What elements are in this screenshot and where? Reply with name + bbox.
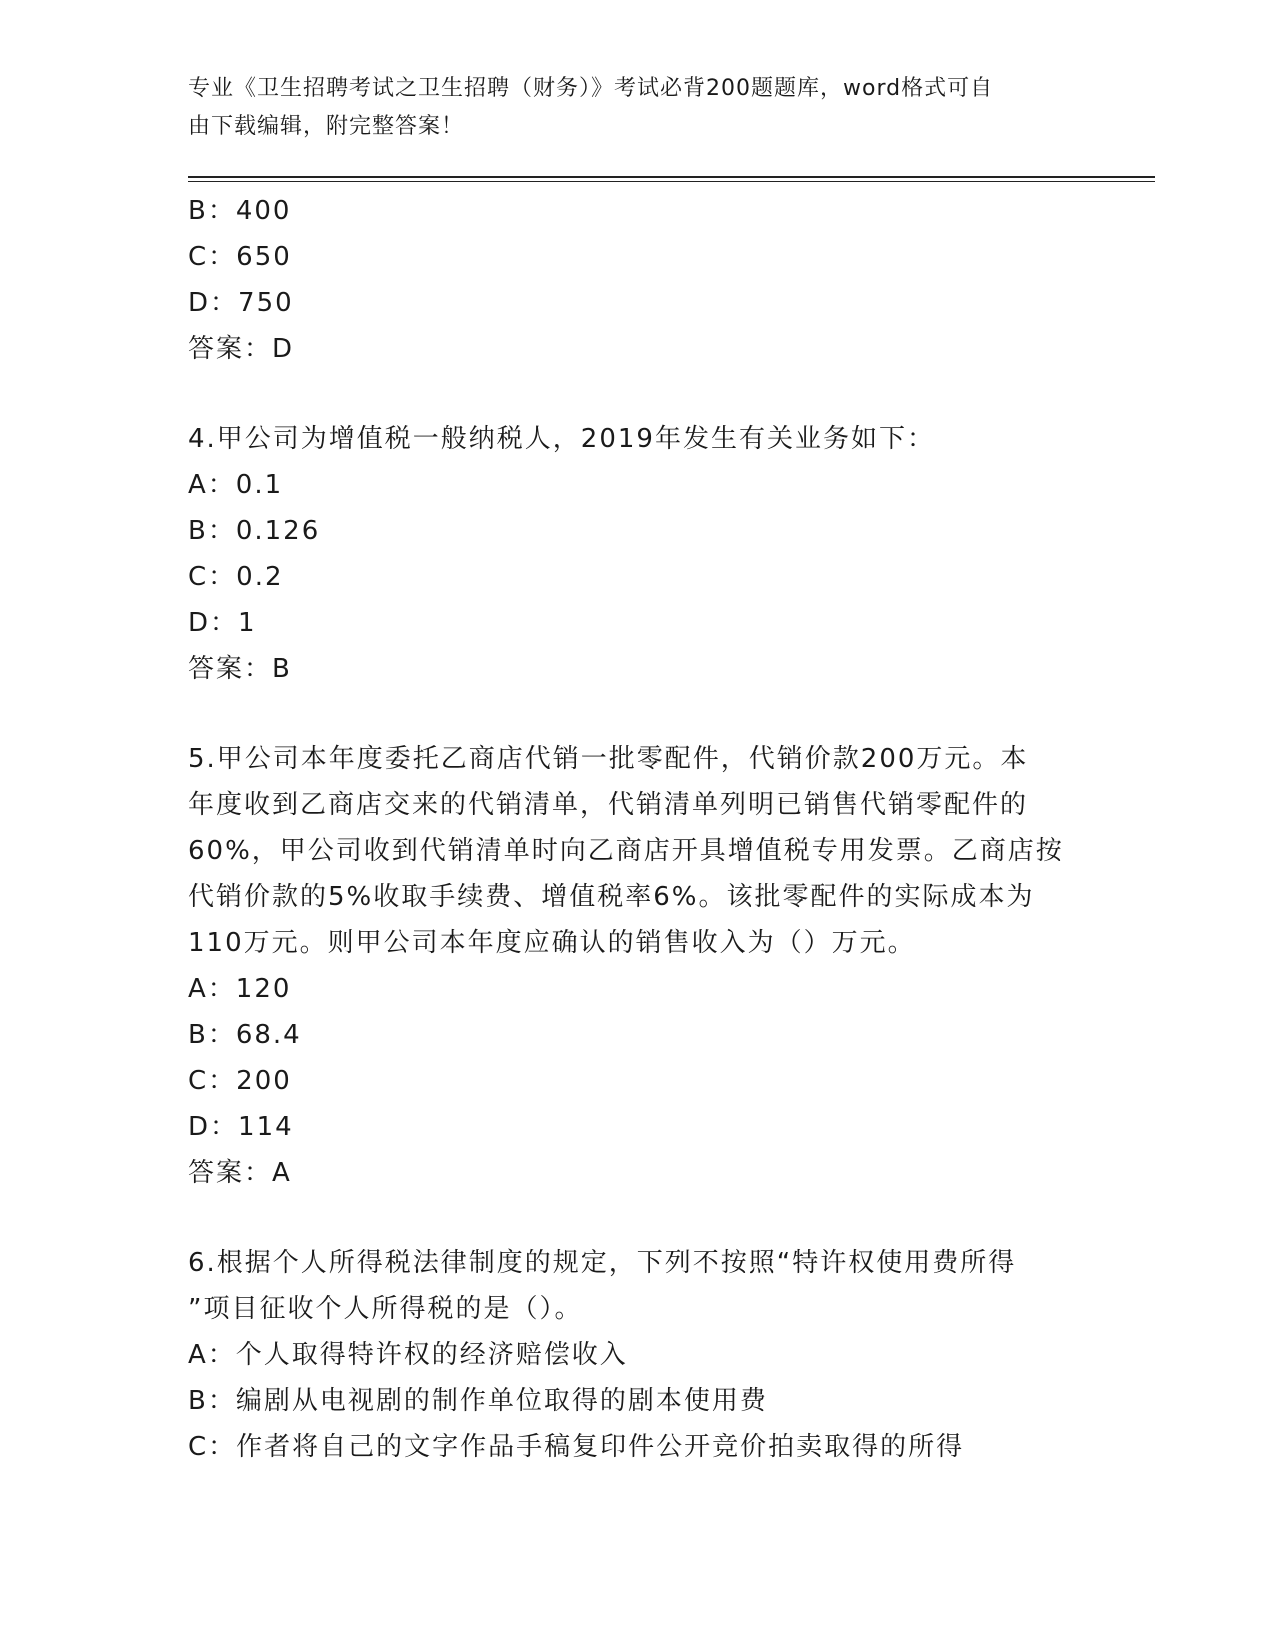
answer: 答案：A — [188, 1158, 292, 1188]
question-list — [188, 188, 1088, 1470]
question-stem-line: 5.甲公司本年度委托乙商店代销一批零配件，代销价款200万元。本 — [188, 744, 1029, 774]
option-a: A：个人取得特许权的经济赔偿收入 — [188, 1340, 628, 1370]
document-header — [188, 70, 1068, 146]
option-d: D：750 — [188, 288, 294, 318]
option-b: B：0.126 — [188, 516, 321, 546]
header-rule-thick — [188, 176, 1155, 178]
question-6 — [188, 1240, 1088, 1470]
answer: 答案：D — [188, 334, 295, 364]
option-a: A：120 — [188, 974, 292, 1004]
option-b: B：400 — [188, 196, 292, 226]
option-b: B：68.4 — [188, 1020, 302, 1050]
question-4 — [188, 416, 1088, 692]
option-b: B：编剧从电视剧的制作单位取得的剧本使用费 — [188, 1386, 768, 1416]
question-stem-line: 6.根据个人所得税法律制度的规定，下列不按照“特许权使用费所得 — [188, 1248, 1017, 1278]
question-stem-line: ”项目征收个人所得税的是（）。 — [188, 1294, 583, 1324]
option-c: C：作者将自己的文字作品手稿复印件公开竞价拍卖取得的所得 — [188, 1432, 965, 1462]
option-c: C：0.2 — [188, 562, 284, 592]
question-3-tail — [188, 188, 1088, 372]
question-stem-line: 代销价款的5%收取手续费、增值税率6%。该批零配件的实际成本为 — [188, 882, 1035, 912]
answer: 答案：B — [188, 654, 292, 684]
question-stem: 4.甲公司为增值税一般纳税人，2019年发生有关业务如下： — [188, 424, 935, 454]
header-line-1: 专业《卫生招聘考试之卫生招聘（财务）》考试必背200题题库，word格式可自 — [188, 76, 994, 101]
option-c: C：200 — [188, 1066, 292, 1096]
question-5 — [188, 736, 1088, 1196]
question-stem-line: 60%，甲公司收到代销清单时向乙商店开具增值税专用发票。乙商店按 — [188, 836, 1064, 866]
option-d: D：1 — [188, 608, 257, 638]
question-stem-line: 110万元。则甲公司本年度应确认的销售收入为（）万元。 — [188, 928, 916, 958]
option-a: A：0.1 — [188, 470, 284, 500]
header-rule-thin — [188, 181, 1155, 182]
question-stem-line: 年度收到乙商店交来的代销清单，代销清单列明已销售代销零配件的 — [188, 790, 1029, 820]
option-c: C：650 — [188, 242, 292, 272]
header-line-2: 由下载编辑，附完整答案！ — [188, 114, 465, 139]
option-d: D：114 — [188, 1112, 294, 1142]
